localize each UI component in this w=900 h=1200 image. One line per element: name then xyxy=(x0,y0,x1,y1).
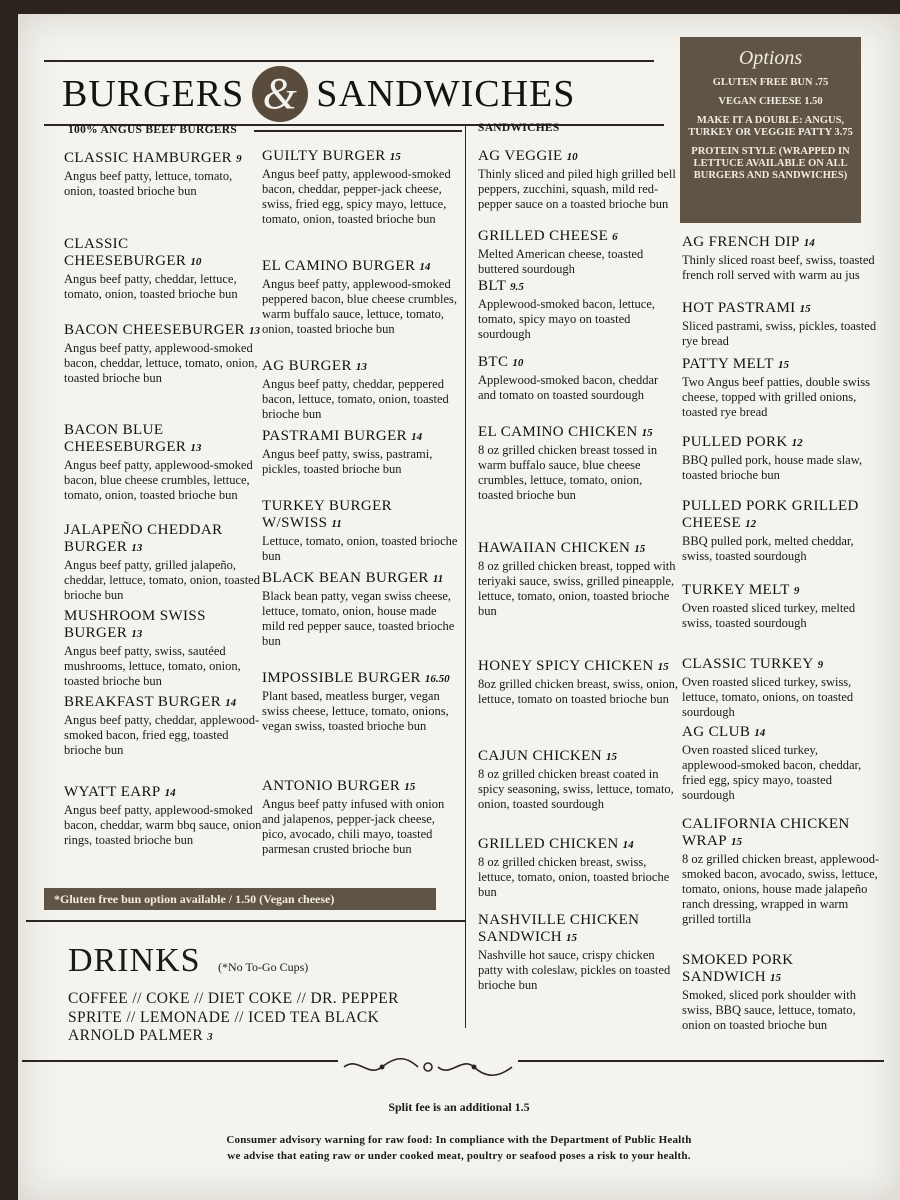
menu-item-name xyxy=(682,724,880,742)
menu-item-name xyxy=(478,912,678,947)
menu-item-name xyxy=(262,670,458,688)
drinks-line-3 xyxy=(68,1027,213,1045)
menu-item-title: CAJUN CHICKEN xyxy=(478,748,602,764)
menu-item xyxy=(64,784,264,848)
menu-item xyxy=(478,836,678,900)
menu-item xyxy=(64,322,264,386)
menu-item-price: 15 xyxy=(799,303,811,315)
option-gluten-free: GLUTEN FREE BUN .75 xyxy=(712,77,829,88)
menu-item-description: Angus beef patty, grilled jalapeño, cheddar, lettuce, tomato, onion, toasted brioche bun xyxy=(64,558,260,602)
menu-item xyxy=(262,498,458,564)
menu-item-name xyxy=(64,694,264,712)
consumer-advisory-2: we advise that eating raw or under cooked meat, poultry or seafood poses a risk to your health. xyxy=(227,1150,691,1162)
menu-item-description: 8 oz grilled chicken breast, applewood-smoked bacon, avocado, swiss, lettuce, tomato, onions, house made jalapeño ranch dressing, wrapped in warm grilled tortilla xyxy=(682,852,880,926)
menu-item xyxy=(478,540,678,619)
option-double: MAKE IT A DOUBLE: ANGUS, TURKEY OR VEGGIE PATTY 3.75 xyxy=(688,115,853,138)
menu-item-price: 12 xyxy=(745,518,757,530)
title-sandwiches: SANDWICHES xyxy=(316,73,576,115)
menu-item-title: JALAPEÑO CHEDDAR BURGER xyxy=(64,522,223,555)
menu-item-description: 8oz grilled chicken breast, swiss, onion, lettuce, tomato on toasted brioche bun xyxy=(478,677,678,706)
menu-item-title: HONEY SPICY CHICKEN xyxy=(478,658,654,674)
menu-item-price: 14 xyxy=(622,839,634,851)
ampersand-badge: & xyxy=(252,66,308,122)
menu-item-price: 14 xyxy=(225,697,237,709)
menu-item-price: 15 xyxy=(634,543,646,555)
menu-item-price: 14 xyxy=(164,787,176,799)
menu-item-price: 15 xyxy=(730,836,742,848)
menu-item xyxy=(64,694,264,758)
menu-item-name xyxy=(262,258,458,276)
options-title: Options xyxy=(738,47,803,69)
menu-item-description: Angus beef patty, applewood-smoked bacon, cheddar, lettuce, tomato, onion, toasted brioche bun xyxy=(64,341,258,385)
menu-item-description: Applewood-smoked bacon, cheddar and tomato on toasted sourdough xyxy=(478,373,659,402)
menu-item-description: Nashville hot sauce, crispy chicken patty with coleslaw, pickles on toasted brioche bun xyxy=(478,948,671,992)
menu-item xyxy=(262,258,458,337)
menu-item-name xyxy=(682,952,880,987)
arnold-palmer-label: ARNOLD PALMER xyxy=(68,1027,204,1044)
menu-item-name xyxy=(64,236,264,271)
menu-item xyxy=(682,434,880,483)
menu-item-price: 14 xyxy=(411,431,423,443)
menu-item-name xyxy=(478,228,678,246)
menu-item-name xyxy=(64,150,264,168)
menu-item xyxy=(478,912,678,993)
menu-item-title: GRILLED CHEESE xyxy=(478,228,609,244)
menu-item-price: 13 xyxy=(190,442,202,454)
menu-item-name xyxy=(262,778,458,796)
menu-item xyxy=(262,148,458,227)
menu-item-name xyxy=(262,428,458,446)
menu-item-description: Angus beef patty, lettuce, tomato, onion, toasted brioche bun xyxy=(64,169,233,198)
menu-item xyxy=(64,236,264,302)
menu-item-description: Angus beef patty, swiss, sautéed mushrooms, lettuce, tomato, onion, toasted brioche bun xyxy=(64,644,241,688)
menu-item-name xyxy=(478,278,678,296)
menu-item-title: NASHVILLE CHICKEN SANDWICH xyxy=(478,912,640,945)
menu-item-price: 15 xyxy=(777,359,789,371)
menu-item-title: PATTY MELT xyxy=(682,356,774,372)
menu-item xyxy=(682,498,880,564)
menu-item-name xyxy=(262,148,458,166)
menu-item-title: EL CAMINO BURGER xyxy=(262,258,416,274)
menu-item-title: GRILLED CHICKEN xyxy=(478,836,619,852)
burgers-section-label: 100% ANGUS BEEF BURGERS xyxy=(68,124,238,136)
menu-item-title: PULLED PORK xyxy=(682,434,788,450)
menu-item-title: BACON CHEESEBURGER xyxy=(64,322,245,338)
menu-item xyxy=(682,582,880,631)
menu-item-price: 15 xyxy=(404,781,416,793)
menu-item-description: Angus beef patty, applewood-smoked bacon, cheddar, warm bbq sauce, onion rings, toasted brioche bun xyxy=(64,803,262,847)
menu-item-price: 10 xyxy=(566,151,578,163)
menu-item-description: Oven roasted sliced turkey, swiss, lettuce, tomato, onions, on toasted sourdough xyxy=(682,675,854,719)
menu-item-title: CALIFORNIA CHICKEN WRAP xyxy=(682,816,850,849)
menu-item xyxy=(262,428,458,477)
menu-item-price: 13 xyxy=(131,628,143,640)
menu-item-title: BTC xyxy=(478,354,509,370)
option-vegan-cheese: VEGAN CHEESE 1.50 xyxy=(718,96,823,107)
menu-item-price: 13 xyxy=(355,361,367,373)
menu-item-description: Lettuce, tomato, onion, toasted brioche bun xyxy=(262,534,458,563)
menu-item-title: CLASSIC HAMBURGER xyxy=(64,150,233,166)
menu-item xyxy=(478,748,678,812)
menu-item-title: AG VEGGIE xyxy=(478,148,563,164)
column-divider xyxy=(465,124,466,1028)
menu-item-name xyxy=(682,356,880,374)
menu-item-description: BBQ pulled pork, melted cheddar, swiss, toasted sourdough xyxy=(682,534,854,563)
menu-item-title: MUSHROOM SWISS BURGER xyxy=(64,608,206,641)
menu-item-name xyxy=(262,570,458,588)
menu-item-description: Angus beef patty, applewood-smoked bacon, cheddar, pepper-jack cheese, swiss, fried egg, spicy mayo, lettuce, tomato, onion, toasted brioche bun xyxy=(262,167,451,226)
menu-item-price: 13 xyxy=(131,542,143,554)
menu-item-price: 14 xyxy=(803,237,815,249)
menu-item-name xyxy=(64,522,264,557)
menu-item-price: 9.5 xyxy=(510,281,524,293)
menu-item-name xyxy=(682,582,880,600)
menu-item-name xyxy=(478,148,678,166)
menu-item-description: Angus beef patty infused with onion and jalapenos, pepper-jack cheese, pico, avocado, chili mayo, toasted parmesan crusted brioche bun xyxy=(262,797,445,856)
drinks-top-rule xyxy=(26,920,466,922)
drinks-line-1: COFFEE // COKE // DIET COKE // DR. PEPPER xyxy=(68,990,399,1007)
menu-item xyxy=(64,422,264,503)
menu-item-title: BREAKFAST BURGER xyxy=(64,694,222,710)
split-fee-note: Split fee is an additional 1.5 xyxy=(388,1100,530,1114)
menu-item-name xyxy=(682,434,880,452)
arnold-palmer-price: 3 xyxy=(207,1031,214,1043)
consumer-advisory-1: Consumer advisory warning for raw food: In compliance with the Department of Public Health xyxy=(226,1134,692,1146)
menu-item-title: BACON BLUE CHEESEBURGER xyxy=(64,422,187,455)
drinks-title: DRINKS xyxy=(68,942,201,979)
menu-item-description: Angus beef patty, cheddar, lettuce, tomato, onion, toasted brioche bun xyxy=(64,272,238,301)
menu-item-price: 6 xyxy=(612,231,618,243)
menu-item-price: 15 xyxy=(605,751,617,763)
menu-item-price: 12 xyxy=(791,437,803,449)
menu-item-title: PULLED PORK GRILLED CHEESE xyxy=(682,498,859,531)
menu-item-name xyxy=(64,322,264,340)
menu-item-description: Thinly sliced and piled high grilled bell peppers, zucchini, squash, mild red-pepper sauce on a toasted brioche bun xyxy=(478,167,676,211)
menu-item xyxy=(478,658,678,707)
menu-item-name xyxy=(478,748,678,766)
menu-item-title: BLT xyxy=(478,278,507,294)
menu-item-price: 16.50 xyxy=(424,673,450,685)
menu-item-title: BLACK BEAN BURGER xyxy=(262,570,429,586)
menu-item-title: AG BURGER xyxy=(262,358,352,374)
menu-item-description: Black bean patty, vegan swiss cheese, lettuce, tomato, onion, house made mild red pepper sauce, toasted brioche bun xyxy=(262,589,455,648)
menu-item xyxy=(682,952,880,1033)
menu-item xyxy=(64,522,264,603)
menu-item-description: Angus beef patty, cheddar, applewood-smoked bacon, fried egg, toasted brioche bun xyxy=(64,713,260,757)
menu-item xyxy=(262,778,458,857)
menu-item-description: Oven roasted sliced turkey, melted swiss, toasted sourdough xyxy=(682,601,856,630)
menu-item-price: 14 xyxy=(754,727,766,739)
menu-item-name xyxy=(478,424,678,442)
menu-item-title: SMOKED PORK SANDWICH xyxy=(682,952,794,985)
menu-item-price: 11 xyxy=(432,573,444,585)
menu-item xyxy=(682,724,880,803)
menu-item-price: 15 xyxy=(389,151,401,163)
menu-item xyxy=(262,358,458,422)
menu-item-title: TURKEY BURGER W/SWISS xyxy=(262,498,393,531)
menu-item xyxy=(478,228,678,277)
menu-item xyxy=(64,150,264,199)
menu-item xyxy=(478,424,678,503)
menu-item-name xyxy=(262,498,458,533)
menu-item-price: 15 xyxy=(566,932,578,944)
menu-item xyxy=(682,356,880,420)
menu-item-title: AG CLUB xyxy=(682,724,751,740)
menu-item xyxy=(478,354,678,403)
menu-item-description: Thinly sliced roast beef, swiss, toasted french roll served with warm au jus xyxy=(682,253,875,282)
header-top-rule xyxy=(44,60,654,62)
page-title xyxy=(62,66,575,122)
menu-item-name xyxy=(64,608,264,643)
menu-item-price: 9 xyxy=(817,659,824,671)
menu-item-description: 8 oz grilled chicken breast tossed in warm buffalo sauce, blue cheese crumbles, lettuce, tomato, onion, toasted brioche bun xyxy=(478,443,658,502)
flourish-ornament xyxy=(338,1056,518,1078)
gluten-free-banner: *Gluten free bun option available / 1.50 (Vegan cheese) xyxy=(44,888,436,910)
menu-item-name xyxy=(682,300,880,318)
menu-item-description: Angus beef patty, swiss, pastrami, pickles, toasted brioche bun xyxy=(262,447,433,476)
menu-item xyxy=(262,670,458,734)
menu-item-title: TURKEY MELT xyxy=(682,582,790,598)
menu-item-title: CLASSIC TURKEY xyxy=(682,656,814,672)
menu-item-description: Applewood-smoked bacon, lettuce, tomato, spicy mayo on toasted sourdough xyxy=(478,297,656,341)
menu-item-description: 8 oz grilled chicken breast coated in spicy seasoning, swiss, lettuce, tomato, onion, toasted sourdough xyxy=(478,767,674,811)
menu-item-description: Two Angus beef patties, double swiss cheese, topped with grilled onions, toasted rye bread xyxy=(682,375,870,419)
title-burgers: BURGERS xyxy=(62,73,245,115)
menu-item-description: Oven roasted sliced turkey, applewood-smoked bacon, cheddar, fried egg, spicy mayo, toasted sourdough xyxy=(682,743,862,802)
menu-item-price: 10 xyxy=(512,357,524,369)
menu-item-name xyxy=(64,422,264,457)
menu-item-description: Angus beef patty, applewood-smoked bacon, blue cheese crumbles, lettuce, tomato, onion, toasted brioche bun xyxy=(64,458,253,502)
menu-item-price: 11 xyxy=(331,518,342,530)
menu-item-name xyxy=(682,498,880,533)
menu-item-title: HAWAIIAN CHICKEN xyxy=(478,540,631,556)
menu-item-name xyxy=(478,836,678,854)
menu-item-name xyxy=(682,656,880,674)
menu-item-title: CLASSIC CHEESEBURGER xyxy=(64,236,187,269)
menu-item xyxy=(478,148,678,212)
menu-item-title: EL CAMINO CHICKEN xyxy=(478,424,638,440)
menu-item xyxy=(262,570,458,649)
menu-item-title: ANTONIO BURGER xyxy=(262,778,401,794)
menu-item xyxy=(682,234,880,283)
menu-item-description: Angus beef patty, cheddar, peppered bacon, lettuce, tomato, onion, toasted brioche bun xyxy=(262,377,449,421)
menu-item-description: BBQ pulled pork, house made slaw, toasted brioche bun xyxy=(682,453,863,482)
menu-item-name xyxy=(682,234,880,252)
menu-item-name xyxy=(682,816,880,851)
menu-item xyxy=(478,278,678,342)
menu-item-price: 9 xyxy=(236,153,242,165)
menu-item xyxy=(682,656,880,720)
menu-item-price: 14 xyxy=(419,261,431,273)
option-protein-style: PROTEIN STYLE (WRAPPED IN LETTUCE AVAILABLE ON ALL BURGERS AND SANDWICHES) xyxy=(691,146,850,181)
menu-item-name xyxy=(478,658,678,676)
menu-item-name xyxy=(478,354,678,372)
sandwiches-section-label: SANDWICHES xyxy=(478,122,560,134)
menu-item-description: 8 oz grilled chicken breast, topped with teriyaki sauce, swiss, grilled pineapple, lettuce, tomato, onion, toasted brioche bun xyxy=(478,559,676,618)
menu-item xyxy=(682,816,880,927)
menu-item-price: 9 xyxy=(793,585,800,597)
menu-item-description: Melted American cheese, toasted buttered sourdough xyxy=(478,247,644,276)
menu-item-description: Smoked, sliced pork shoulder with swiss, BBQ sauce, lettuce, tomato, onion on toasted brioche bun xyxy=(682,988,856,1032)
menu-item-title: PASTRAMI BURGER xyxy=(262,428,408,444)
menu-item-name xyxy=(262,358,458,376)
menu-item-price: 13 xyxy=(248,325,260,337)
menu-item-title: HOT PASTRAMI xyxy=(682,300,796,316)
drinks-note: (*No To-Go Cups) xyxy=(218,960,309,974)
menu-item-description: Plant based, meatless burger, vegan swiss cheese, lettuce, tomato, onions, vegan swiss, toasted brioche bun xyxy=(262,689,449,733)
menu-item-price: 15 xyxy=(641,427,653,439)
menu-item-title: WYATT EARP xyxy=(64,784,161,800)
drinks-line-2: SPRITE // LEMONADE // ICED TEA BLACK xyxy=(68,1009,380,1026)
menu-item-title: IMPOSSIBLE BURGER xyxy=(262,670,421,686)
menu-item-description: Sliced pastrami, swiss, pickles, toasted rye bread xyxy=(682,319,877,348)
menu-item-description: 8 oz grilled chicken breast, swiss, lettuce, tomato, onion, toasted brioche bun xyxy=(478,855,670,899)
menu-item xyxy=(64,608,264,689)
menu-item-description: Angus beef patty, applewood-smoked peppered bacon, blue cheese crumbles, warm buffalo sauce, lettuce, tomato, onion, toasted brioche bun xyxy=(262,277,458,336)
menu-item xyxy=(682,300,880,349)
menu-item-name xyxy=(478,540,678,558)
menu-item-name xyxy=(64,784,264,802)
menu-item-title: AG FRENCH DIP xyxy=(682,234,800,250)
menu-item-price: 15 xyxy=(657,661,669,673)
menu-item-price: 10 xyxy=(190,256,202,268)
options-box xyxy=(680,37,861,223)
menu-page xyxy=(18,14,900,1200)
menu-item-title: GUILTY BURGER xyxy=(262,148,386,164)
burgers-label-rule xyxy=(254,130,462,132)
menu-item-price: 15 xyxy=(770,972,782,984)
